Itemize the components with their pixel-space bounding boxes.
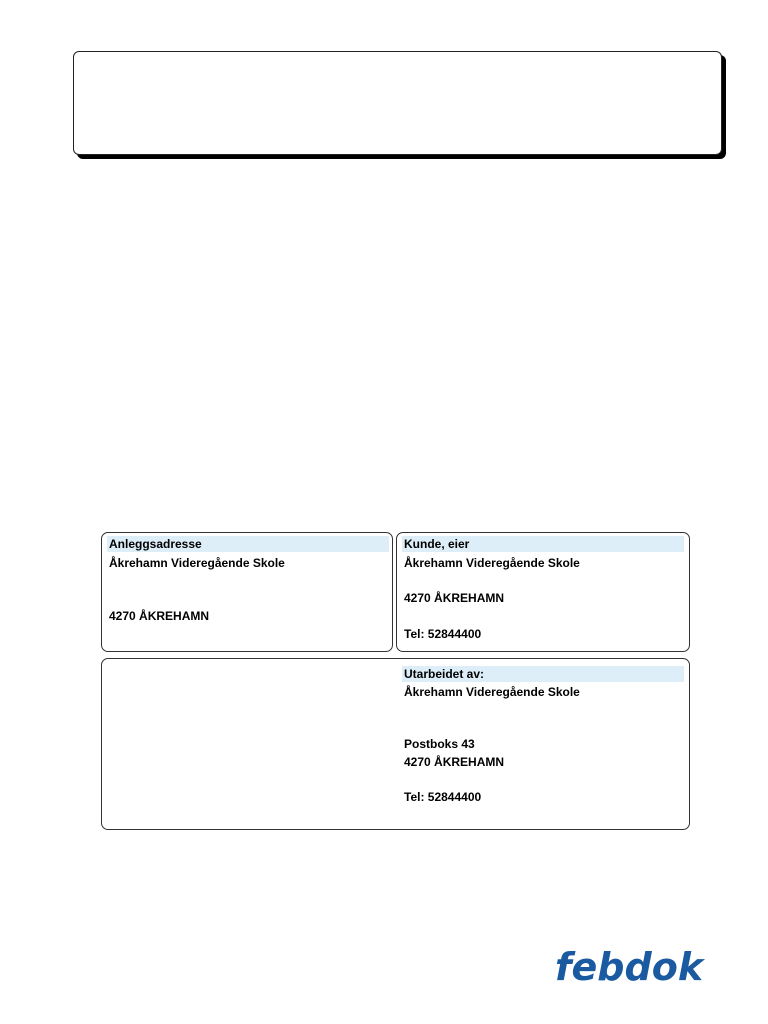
title-box xyxy=(73,51,722,155)
anleggsadresse-box xyxy=(101,532,393,652)
utarbeidet-box xyxy=(101,658,690,830)
utarbeidet-postal: 4270 ÅKREHAMN xyxy=(404,755,505,769)
febdok-logo xyxy=(553,940,708,990)
kunde-postal: 4270 ÅKREHAMN xyxy=(404,591,505,605)
utarbeidet-name: Åkrehamn Videregående Skole xyxy=(404,685,580,699)
kunde-box xyxy=(396,532,690,652)
kunde-phone: Tel: 52844400 xyxy=(404,627,482,641)
kunde-name: Åkrehamn Videregående Skole xyxy=(404,556,580,570)
anleggsadresse-label: Anleggsadresse xyxy=(107,536,389,552)
kunde-label: Kunde, eier xyxy=(402,536,684,552)
anleggsadresse-postal: 4270 ÅKREHAMN xyxy=(109,609,210,623)
utarbeidet-phone: Tel: 52844400 xyxy=(404,790,482,804)
anleggsadresse-name: Åkrehamn Videregående Skole xyxy=(109,556,285,570)
utarbeidet-label: Utarbeidet av: xyxy=(402,666,684,682)
febdok-logo-text: febdok xyxy=(555,945,704,989)
utarbeidet-address: Postboks 43 xyxy=(404,737,475,751)
